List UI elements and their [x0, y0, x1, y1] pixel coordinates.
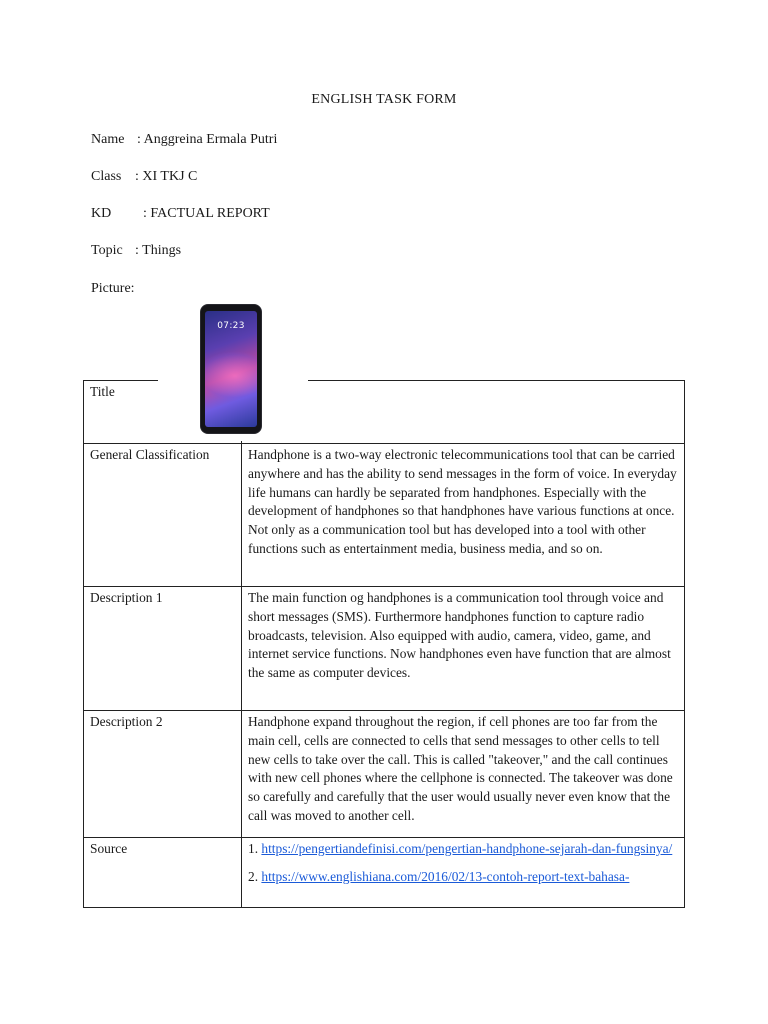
smartphone-image	[158, 293, 308, 441]
source-number-1: 1.	[248, 841, 262, 856]
source-link-1[interactable]: https://pengertiandefinisi.com/pengertian-handphone-sejarah-dan-fungsinya/	[261, 841, 673, 856]
row-label-description-1: Description 1	[84, 587, 242, 711]
row-value-description-2: Handphone expand throughout the region, if cell phones are too far from the main cell, cells are connected to cells that send messages to other cells to tell new cells to take over the call. This is called "takeover," and the call continues with new cell phones where the cellphone is connected. The takeover was done so carefully and carefully that the user would usually never even know that the call was moved to another cell.	[242, 711, 685, 838]
row-label-general-classification: General Classification	[84, 444, 242, 587]
source-number-2: 2.	[248, 868, 262, 884]
topic-value: : Things	[135, 243, 182, 258]
row-value-description-1: The main function og handphones is a communication tool through voice and short messages (SMS). Furthermore handphones function to capture radio broadcasts, television. Also equipped with audio, camera, video, game, and internet service functions. Now handphones even have function that are almost the same as computer devices.	[242, 587, 685, 711]
source-item-2	[248, 868, 678, 887]
source-item-1	[248, 840, 678, 859]
row-label-title: Title	[84, 381, 242, 444]
phone-screen	[205, 311, 257, 427]
picture-field	[91, 281, 135, 297]
table-row	[84, 444, 685, 587]
form-title: ENGLISH TASK FORM	[311, 92, 457, 107]
class-field	[91, 169, 197, 185]
kd-field	[91, 206, 270, 222]
phone-body	[201, 305, 261, 433]
table-row	[84, 838, 685, 908]
name-value: : Anggreina Ermala Putri	[137, 132, 278, 147]
class-value: : XI TKJ C	[135, 169, 198, 184]
topic-label: Topic	[91, 243, 123, 258]
table-row	[84, 711, 685, 838]
picture-label: Picture:	[91, 281, 135, 296]
kd-label: KD	[91, 206, 112, 221]
phone-clock: 07:23	[217, 321, 245, 331]
name-field	[91, 132, 277, 148]
class-label: Class	[91, 169, 122, 184]
name-label: Name	[91, 132, 125, 147]
kd-value: : FACTUAL REPORT	[143, 206, 270, 221]
row-label-description-2: Description 2	[84, 711, 242, 838]
source-link-2[interactable]: https://www.englishiana.com/2016/02/13-contoh-report-text-bahasa-	[261, 868, 630, 884]
row-label-source: Source	[84, 838, 242, 908]
report-table	[83, 380, 685, 908]
table-row	[84, 587, 685, 711]
topic-field	[91, 243, 181, 259]
row-value-source	[242, 838, 685, 908]
row-value-general-classification: Handphone is a two-way electronic telecommunications tool that can be carried anywhere and has the ability to send messages in the form of voice. In everyday life humans can hardly be separated from handphones. Especially with the development of handphones so that handphones have various functions at once. Not only as a communication tool but has developed into a tool with other functions such as entertainment media, business media, and so on.	[242, 444, 685, 587]
